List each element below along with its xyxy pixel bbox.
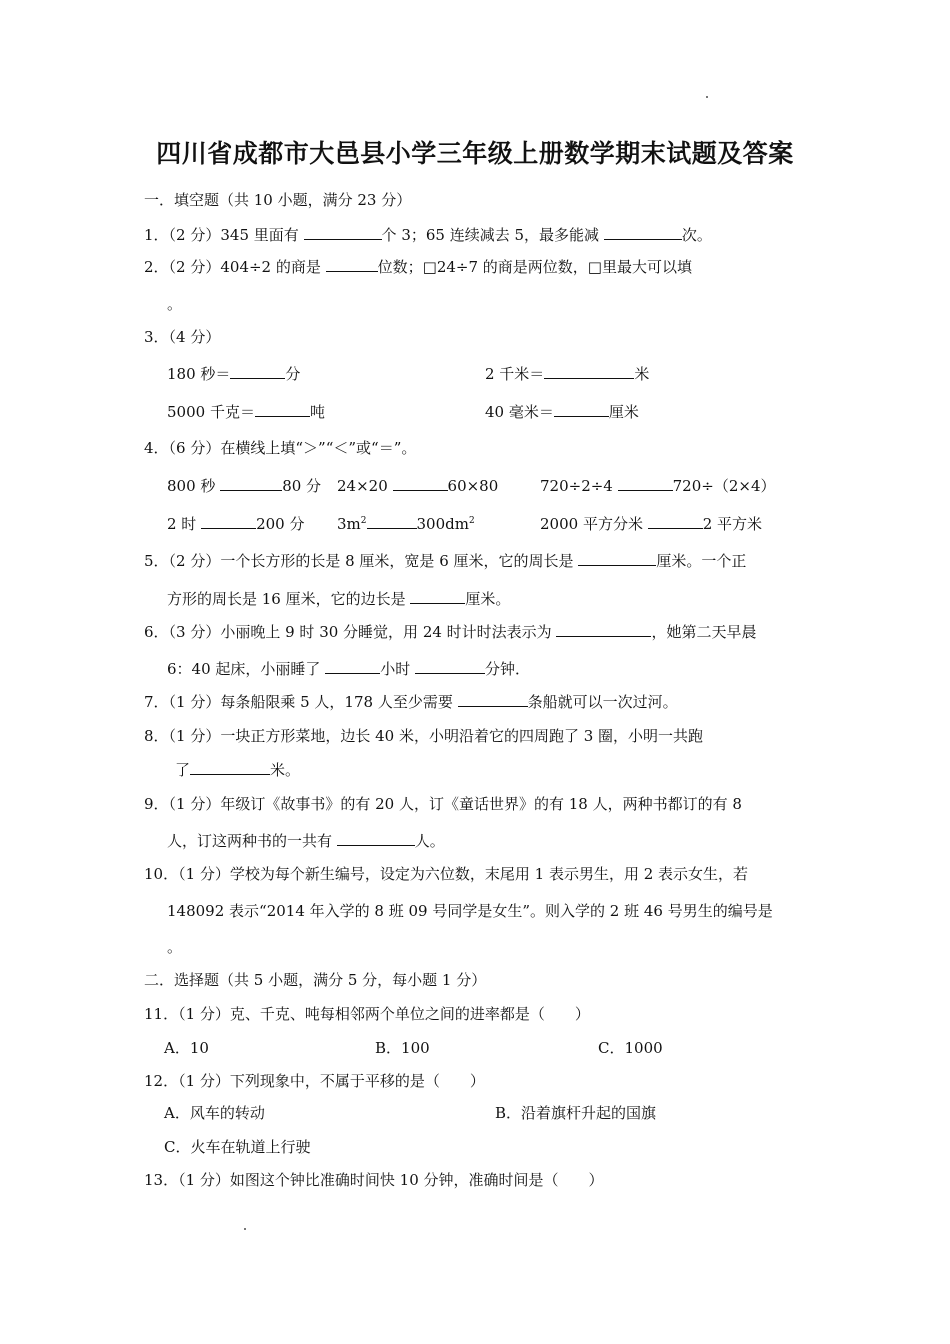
question-10-cont: 148092 表示“2014 年入学的 8 班 09 号同学是女生”。则入学的 2 班 46 号男生的编号是 [167,902,773,920]
q4-item-6 [540,514,762,534]
q4-item-5-left-exponent: 2 [360,516,367,526]
q4-item-1-right: 80 分 [282,477,322,495]
q4-item-3-left: 720÷2÷4 [540,477,613,495]
q2-blank-1 [326,257,378,272]
question-5-cont [167,589,510,609]
q9-text-b: 人，订这两种书的一共有 [167,832,333,850]
q4-item-1 [167,476,321,496]
q4-item-2-right: 60×80 [447,477,499,495]
question-1 [144,225,712,245]
question-13: 13．（1 分）如图这个钟比准确时间快 10 分钟，准确时间是（ ） [144,1171,604,1189]
q2-text-a: 2．（2 分）404÷2 的商是 [144,258,321,276]
q5-text-a: 5．（2 分）一个长方形的长是 8 厘米，宽是 6 厘米，它的周长是 [144,552,574,570]
question-10-end: 。 [167,938,183,956]
q1-blank-2 [604,225,682,240]
question-12: 12．（1 分）下列现象中，不属于平移的是（ ） [144,1072,485,1090]
question-3-head: 3．（4 分） [144,328,221,346]
q3-blank-4 [554,402,609,417]
q1-blank-1 [304,225,382,240]
question-4-head: 4．（6 分）在横线上填“＞”“＜”或“＝”。 [144,439,417,457]
q8-text-c: 米。 [270,761,301,779]
q6-text-a: 6．（3 分）小丽晚上 9 时 30 分睡觉，用 24 时计时法表示为 [144,623,552,641]
question-6-cont [167,659,530,679]
q1-text-a: 1．（2 分）345 里面有 [144,226,299,244]
q4-item-2-left: 24×20 [337,477,388,495]
q6-text-e: 分钟． [484,660,530,678]
question-5 [144,551,746,571]
question-8-cont [175,760,300,780]
question-11: 11．（1 分）克、千克、吨每相邻两个单位之间的进率都是（ ） [144,1005,590,1023]
q3-item-3 [167,402,325,422]
q4-blank-6 [648,514,703,529]
q3-blank-3 [255,402,310,417]
question-6 [144,622,756,642]
q2-end: 。 [167,295,183,313]
q4-item-4 [167,514,305,534]
q11-option-a: A．10 [164,1039,209,1057]
question-7 [144,692,678,712]
q3-blank-2 [544,364,634,379]
q6-text-c: 6：40 起床，小丽睡了 [167,660,321,678]
q4-item-5-right: 300dm [416,515,469,533]
q11-option-c: C．1000 [598,1039,663,1057]
q12-option-a: A．风车的转动 [164,1104,265,1122]
q5-blank-2 [410,589,465,604]
section-1-header: 一．填空题（共 10 小题，满分 23 分） [144,191,412,209]
q2-text-b: 位数；□24÷7 的商是两位数，□里最大可以填 [377,258,692,276]
question-2 [144,257,692,277]
q6-text-b: ，她第二天早晨 [651,623,757,641]
q7-text-a: 7．（1 分）每条船限乘 5 人，178 人至少需要 [144,693,453,711]
q1-text-c: 次。 [681,226,712,244]
section-2-header: 二．选择题（共 5 小题，满分 5 分，每小题 1 分） [144,971,487,989]
question-9: 9．（1 分）年级订《故事书》的有 20 人，订《童话世界》的有 18 人，两种书都订的有 8 [144,795,742,813]
q3-item-4-unit: 厘米 [608,403,639,421]
question-10: 10．（1 分）学校为每个新生编号，设定为六位数，末尾用 1 表示男生，用 2 表示女生，若 [144,865,749,883]
q6-text-d: 小时 [380,660,411,678]
q4-item-5 [337,514,475,534]
q6-blank-2 [325,659,380,674]
q7-blank-1 [458,692,528,707]
q4-blank-4 [201,514,256,529]
q5-text-c: 方形的周长是 16 厘米，它的边长是 [167,590,406,608]
q3-item-1-unit: 分 [285,365,301,383]
q11-option-b: B．100 [375,1039,430,1057]
q4-item-5-left: 3m [337,515,361,533]
page-title: 四川省成都市大邑县小学三年级上册数学期末试题及答案 [156,139,794,168]
footer-dot-mark [244,1228,246,1230]
q3-item-1-text: 180 秒＝ [167,365,231,383]
q3-item-1 [167,364,300,384]
q8-text-b: 了 [175,761,191,779]
q3-item-2-text: 2 千米＝ [485,365,545,383]
q3-blank-1 [230,364,285,379]
q4-item-5-right-exponent: 2 [468,516,475,526]
q12-option-c: C．火车在轨道上行驶 [164,1138,311,1156]
q3-item-3-unit: 吨 [309,403,325,421]
q4-item-6-left: 2000 平方分米 [540,515,643,533]
q4-blank-1 [220,476,282,491]
q3-item-4-text: 40 毫米＝ [485,403,554,421]
q9-text-c: 人。 [414,832,445,850]
q4-item-2 [337,476,498,496]
q12-option-b: B．沿着旗杆升起的国旗 [495,1104,657,1122]
q4-blank-3 [618,476,673,491]
q4-blank-2 [393,476,448,491]
q7-text-b: 条船就可以一次过河。 [527,693,678,711]
q3-item-2 [485,364,649,384]
q6-blank-1 [556,622,651,637]
q4-item-4-right: 200 分 [256,515,305,533]
q9-blank-1 [337,831,415,846]
q3-item-4 [485,402,639,422]
q8-blank-1 [190,760,270,775]
header-dot-mark [706,96,708,98]
q4-item-4-left: 2 时 [167,515,197,533]
q4-item-3 [540,476,776,496]
question-9-cont [167,831,445,851]
q4-blank-5 [367,514,417,529]
q5-blank-1 [578,551,656,566]
q3-item-2-unit: 米 [634,365,650,383]
q1-text-b: 个 3；65 连续减去 5，最多能减 [381,226,600,244]
q4-item-1-left: 800 秒 [167,477,216,495]
question-8: 8．（1 分）一块正方形菜地，边长 40 米，小明沿着它的四周跑了 3 圈，小明一共跑 [144,727,704,745]
q4-item-3-right: 720÷（2×4） [672,477,776,495]
q4-item-6-right: 2 平方米 [702,515,763,533]
q3-item-3-text: 5000 千克＝ [167,403,255,421]
q5-text-b: 厘米。一个正 [656,552,747,570]
q6-blank-3 [415,659,485,674]
q5-text-d: 厘米。 [465,590,511,608]
